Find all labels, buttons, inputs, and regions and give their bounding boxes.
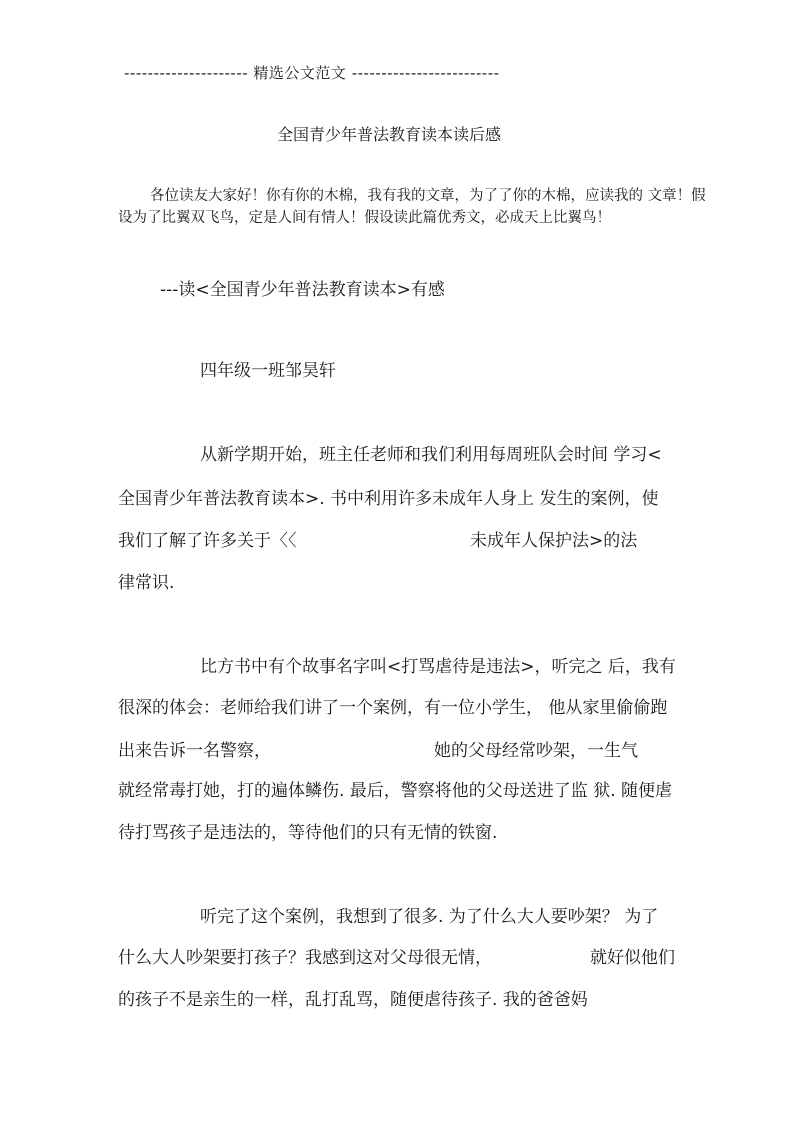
document-title: 全国青少年普法教育读本读后感 — [277, 125, 502, 144]
paragraph-line: 什么大人吵架要打孩子？我感到这对父母很无情， — [118, 948, 492, 968]
paragraph-line: 我们了解了许多关于〈〈 — [118, 531, 297, 551]
subtitle: ---读<全国青少年普法教育读本>有感 — [160, 280, 445, 300]
paragraph-line: 听完了这个案例，我想到了很多. 为了什么大人要吵架？ 为了 — [200, 907, 659, 927]
paragraph-line: 全国青少年普法教育读本>. 书中利用许多未成年人身上 发生的案例，使 — [118, 489, 659, 509]
paragraph-line: 从新学期开始，班主任老师和我们利用每周班队会时间 学习< — [200, 445, 662, 465]
intro-line: 设为了比翼双飞鸟，定是人间有情人！假设读此篇优秀文，必成天上比翼鸟！ — [118, 210, 611, 226]
paragraph-line: 出来告诉一名警察， — [118, 741, 271, 761]
paragraph-line: 就好似他们 — [590, 948, 675, 968]
paragraph-line: 很深的体会：老师给我们讲了一个案例，有一位小学生， 他从家里偷偷跑 — [118, 698, 668, 718]
paragraph-line: 比方书中有个故事名字叫<打骂虐待是违法>，听完之 后，我有 — [200, 657, 676, 677]
paragraph-line: 她的父母经常吵架，一生气 — [434, 741, 638, 761]
page-header: --------------------- 精选公文范文 ------------------------- — [124, 64, 500, 82]
paragraph-line: 律常识. — [118, 573, 175, 593]
paragraph-line: 未成年人保护法>的法 — [470, 531, 638, 551]
paragraph-line: 待打骂孩子是违法的，等待他们的只有无情的铁窗. — [118, 823, 498, 843]
paragraph-line: 的孩子不是亲生的一样，乱打乱骂，随便虐待孩子. 我的爸爸妈 — [118, 990, 588, 1010]
author-line: 四年级一班邹昊轩 — [200, 361, 336, 381]
paragraph-line: 就经常毒打她，打的遍体鳞伤. 最后，警察将他的父母送进了监 狱. 随便虐 — [118, 781, 673, 801]
intro-line: 各位读友大家好！你有你的木棉，我有我的文章，为了了你的木棉，应读我的 文章！假 — [150, 188, 706, 204]
